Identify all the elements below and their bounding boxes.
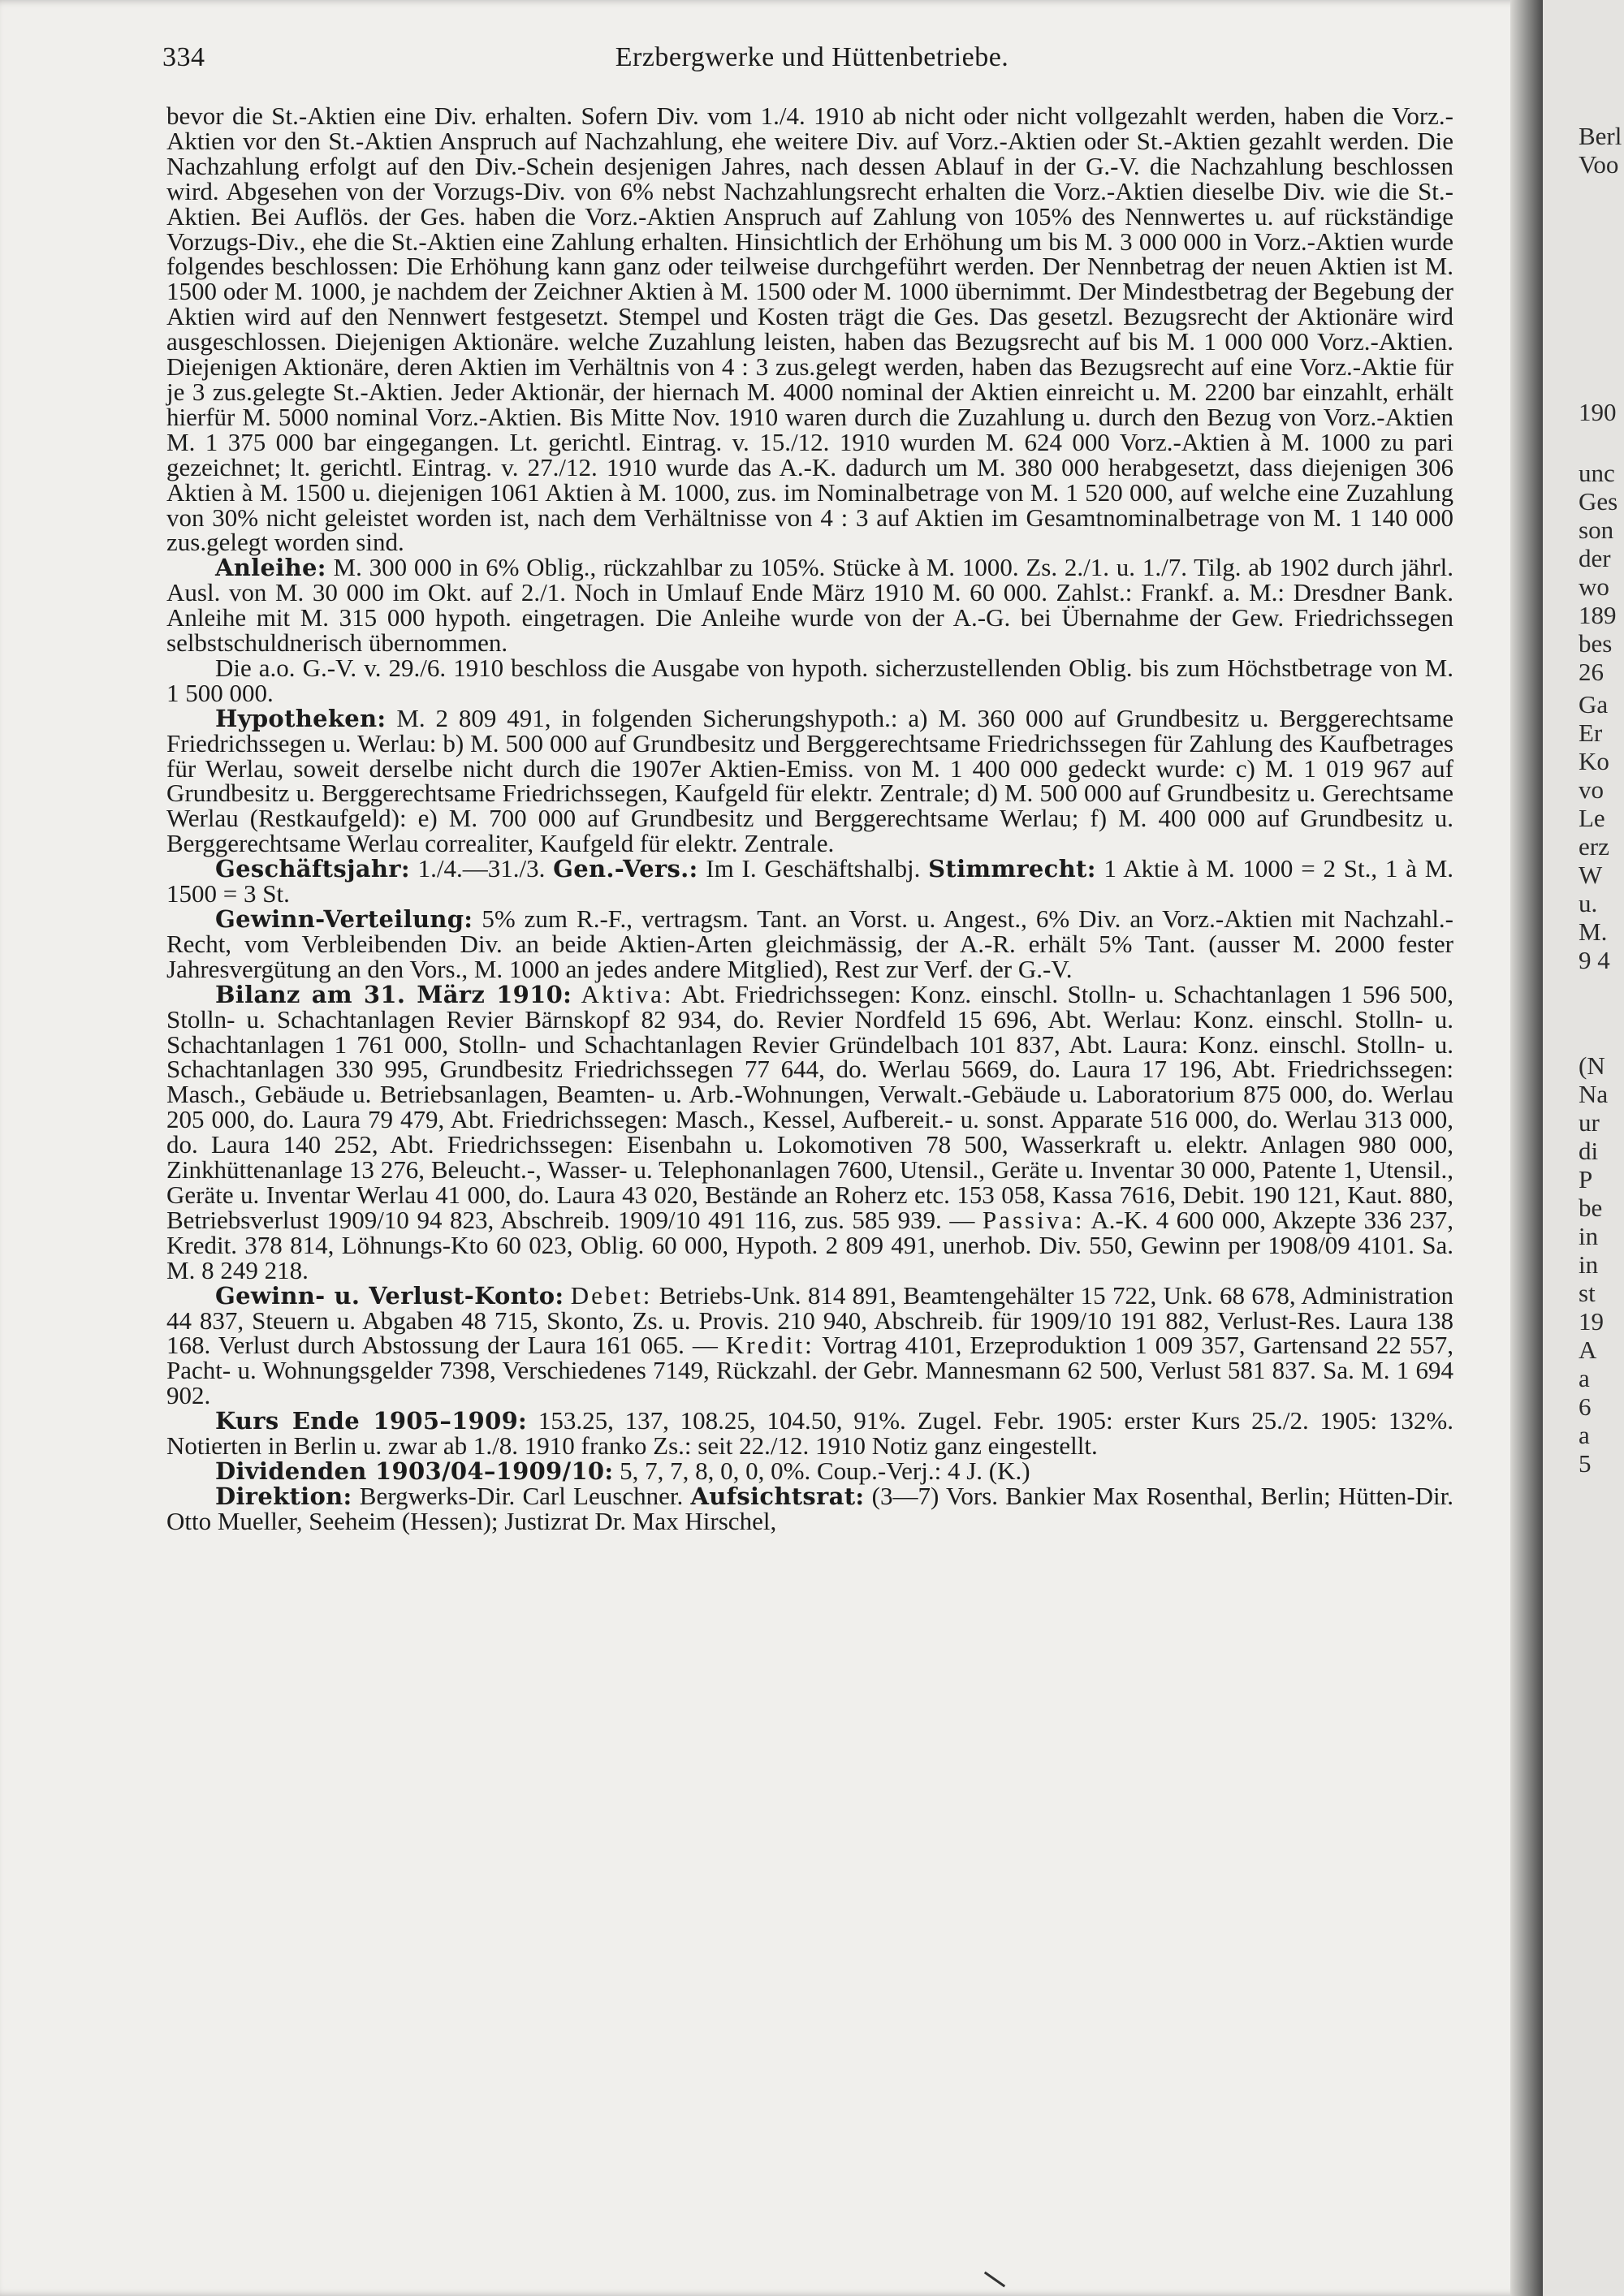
adjacent-page-fragment: be xyxy=(1579,1193,1603,1222)
adjacent-page-fragment: Berl xyxy=(1579,122,1622,150)
kurs-heading: Kurs Ende 1905–1909: xyxy=(215,1407,528,1435)
adjacent-page-fragment: W xyxy=(1579,861,1603,889)
adjacent-page-fragment: der xyxy=(1579,544,1611,572)
adjacent-page-fragment: erz xyxy=(1579,832,1609,861)
bilanz-passiva-text: A.-K. 4 600 000, Akzepte 336 237, Kredit. 378 814, Löhnungs-Kto 60 023, Oblig. 60 000, Hypoth. 2 809 491, unerhob. Div. 550, Gewinn per 1908/09 4101. Sa. M. 8 249 218. xyxy=(166,1205,1454,1284)
paragraph-gewinn-verlust-konto xyxy=(166,1280,1454,1410)
adjacent-page-fragment: Le xyxy=(1579,804,1605,832)
adjacent-page-fragment: di xyxy=(1579,1137,1599,1165)
gewinn-verteilung-heading: Gewinn-Verteilung: xyxy=(215,905,473,933)
genvers-text: Im I. Geschäftshalbj. xyxy=(706,854,921,883)
hypotheken-heading: Hypotheken: xyxy=(215,704,387,732)
adjacent-page-fragment: Voo xyxy=(1579,150,1619,179)
adjacent-page-fragment: unc xyxy=(1579,459,1615,487)
bilanz-aktiva-text: Abt. Friedrichssegen: Konz. einschl. Stolln- u. Schachtanlagen 1 596 500, Stolln- u. Schachtanlagen Revier Bärnskopf 82 934, do. Revier Nordfeld 15 696, Abt. Werlau: Konz. einschl. Stolln- u. Schachtanlagen 1 761 000, Stolln- und Schachtanlagen Revier Gründelbach 101 837, Abt. Laura: Konz. einschl. Stolln- u. Schachtanlagen 330 995, Grundbesitz Friedrichssegen 77 644, do. Werlau 5669, do. Laura 17 196, Abt. Friedrichssegen: Masch., Gebäude u. Betriebsanlagen, Beamten- u. Arb.-Wohnungen, Verwalt.-Gebäude u. Laboratorium 875 000, do. Werlau 205 000, do. Laura 79 479, Abt. Friedrichssegen: Masch., Kessel, Aufbereit.- u. sonst. Apparate 516 000, do. Werlau 313 000, do. Laura 140 252, Abt. Friedrichssegen: Eisenbahn u. Lokomotiven 78 500, Wasserkraft u. elektr. Anlagen 980 000, Zinkhüttenanlage 13 276, Beleucht.-, Wasser- u. Telephonanlagen 7600, Utensil., Geräte u. Inventar 30 000, Patente 1, Utensil., Geräte u. Inventar Werlau 41 000, do. Laura 43 020, Bestände an Roherz etc. 153 058, Kassa 7616, Debit. 190 121, Kaut. 880, Betriebsverlust 1909/10 94 823, Abschreib. 1909/10 491 116, zus. 585 939. — xyxy=(166,979,1453,1234)
paragraph-gewinn-verteilung xyxy=(166,904,1454,983)
geschaeftsjahr-heading: Geschäftsjahr: xyxy=(215,855,410,883)
hypotheken-text: M. 2 809 491, in folgenden Sicherungshypoth.: a) M. 360 000 auf Grundbesitz u. Berggerechtsame Friedrichssegen u. Werlau: b) M. 500 000 auf Grundbesitz und Berggerechtsame Friedrichssegen für Zahlung des Kaufbetrages für Werlau, soweit derselbe nicht durch die 1907er Aktien-Emiss. von M. 1 400 000 gedeckt wurde: c) M. 1 019 967 auf Grundbesitz u. Berggerechtsame Friedrichssegen, Kaufgeld für elektr. Zentrale; d) M. 500 000 auf Grundbesitz u. Gerechtsame Werlau (Restkaufgeld): e) M. 700 000 auf Grundbesitz und Berggerechtsame Werlau; f) M. 400 000 auf Grundbesitz u. Berggerechtsame Werlau correaliter, Kaufgeld für elektr. Zentrale. xyxy=(166,703,1453,858)
page-title: Erzbergwerke und Hüttenbetriebe. xyxy=(615,42,1009,72)
anleihe-heading: Anleihe: xyxy=(215,554,326,582)
adjacent-page-fragment: Ga xyxy=(1579,690,1609,719)
bilanz-heading: Bilanz am 31. März 1910: xyxy=(215,980,572,1008)
adjacent-page-fragment: wo xyxy=(1579,572,1609,601)
adjacent-page-fragment: A xyxy=(1579,1336,1597,1364)
adjacent-page-fragment: 26 xyxy=(1579,658,1604,686)
stimmrecht-heading: Stimmrecht: xyxy=(928,855,1096,883)
paragraph-bilanz xyxy=(166,979,1454,1284)
dividenden-text: 5, 7, 7, 8, 0, 0, 0%. Coup.-Verj.: 4 J. (K.) xyxy=(620,1456,1030,1485)
paragraph-direktion xyxy=(166,1481,1454,1535)
paragraph-hypotheken xyxy=(166,703,1453,858)
gewinn-verteilung-text: 5% zum R.-F., vertragsm. Tant. an Vorst. u. Angest., 6% Div. an Vorz.-Aktien mit Nachzahl.-Recht, vom Verbleibenden Div. an beide Aktien-Arten gleichmässig, der A.-R. erhält 5% Tant. (ausser M. 2000 fester Jahresvergütung an den Vors., M. 1000 an jedes andere Mitglied), Rest zur Verf. der G.-V. xyxy=(166,904,1454,983)
paragraph-vorzugsaktien: bevor die St.-Aktien eine Div. erhalten. Sofern Div. vom 1./4. 1910 ab nicht oder nicht vollgezahlt werden, haben die Vorz.-Aktien vor den St.-Aktien Anspruch auf Nachzahlung, ehe weitere Div. auf Vorz.-Aktien oder St.-Aktien gezahlt werden. Die Nachzahlung erfolgt auf den Div.-Schein desjenigen Jahres, nach dessen Ablauf in der G.-V. die Nachzahlung beschlossen wird. Abgesehen von der Vorzugs-Div. von 6% nebst Nachzahlungsrecht erhalten die Vorz.-Aktien dieselbe Div. wie die St.-Aktien. Bei Auflös. der Ges. haben die Vorz.-Aktien Anspruch auf Zahlung von 105% des Nennwertes u. auf rückständige Vorzugs-Div., ehe die St.-Aktien eine Zahlung erhalten. Hinsichtlich der Erhöhung um bis M. 3 000 000 in Vorz.-Aktien wurde folgendes beschlossen: Die Erhöhung kann ganz oder teilweise durchgeführt werden. Der Nennbetrag der neuen Aktien ist M. 1500 oder M. 1000, je nachdem der Zeichner Aktien à M. 1500 oder M. 1000 übernimmt. Der Mindestbetrag der Begebung der Aktien wird auf den Nennwert festgesetzt. Stempel und Kosten trägt die Ges. Das gesetzl. Bezugsrecht der Aktionäre wird ausgeschlossen. Diejenigen Aktionäre. welche Zuzahlung leisten, haben das Bezugsrecht auf bis M. 1 000 000 Vorz.-Aktien. Diejenigen Aktionäre, deren Aktien im Verhältnis von 4 : 3 zus.gelegt werden, haben das Bezugsrecht auf eine Vorz.-Aktie für je 3 zus.gelegte St.-Aktien. Jeder Aktionär, der hiernach M. 4000 nominal der Aktien einreicht u. M. 2200 bar einzahlt, erhält hierfür M. 5000 nominal Vorz.-Aktien. Bis Mitte Nov. 1910 waren durch die Zuzahlung u. durch den Bezug von Vorz.-Aktien M. 1 375 000 bar eingegangen. Lt. gerichtl. Eintrag. v. 15./12. 1910 wurden M. 624 000 Vorz.-Aktien à M. 1000 zu pari gezeichnet; lt. gerichtl. Eintrag. v. 27./12. 1910 wurde das A.-K. dadurch um M. 380 000 herabgesetzt, dass diejenigen 306 Aktien à M. 1500 u. diejenigen 1061 Aktien à M. 1000, zus. im Nominalbetrage von M. 1 520 000, auf welche eine Zuzahlung von 30% nicht geleistet worden ist, nach dem Verhältnisse von 4 : 3 auf Aktien im Gesamtnominalbetrage von M. 1 140 000 zus.gelegt worden sind. xyxy=(166,101,1453,557)
adjacent-page-fragment: (N xyxy=(1579,1051,1605,1080)
genvers-heading: Gen.-Vers.: xyxy=(553,855,698,883)
anleihe-text: M. 300 000 in 6% Oblig., rückzahlbar zu 105%. Stücke à M. 1000. Zs. 2./1. u. 1./7. Tilg. ab 1902 durch jährl. Ausl. von M. 30 000 im Okt. auf 2./1. Noch in Umlauf Ende März 1910 M. 60 000. Zahlst.: Frankf. a. M.: Dresdner Bank. Anleihe mit M. 315 000 hypoth. eingetragen. Die Anleihe wurde von der A.-G. bei Übernahme der Gew. Friedrichssegen selbstschuldnerisch übernommen. xyxy=(166,553,1454,658)
geschaeftsjahr-text: 1./4.—31./3. xyxy=(417,854,546,883)
aufsichtsrat-text: (3—7) Vors. Bankier Max Rosenthal, Berlin; Hütten-Dir. Otto Mueller, Seeheim (Hessen); Justizrat Dr. Max Hirschel, xyxy=(166,1481,1454,1535)
aufsichtsrat-heading: Aufsichtsrat: xyxy=(690,1482,865,1510)
adjacent-page-fragment: a xyxy=(1579,1421,1590,1449)
adjacent-page-fragment: st xyxy=(1579,1279,1596,1307)
dividenden-heading: Dividenden 1903/04–1909/10: xyxy=(215,1457,614,1485)
document-body xyxy=(166,101,1454,1535)
bilanz-passiva-label: Passiva: xyxy=(982,1205,1085,1234)
bilanz-aktiva-label: Aktiva: xyxy=(581,979,674,1008)
adjacent-page-edge xyxy=(1543,0,1624,2296)
adjacent-page-fragment: Ges xyxy=(1579,487,1618,516)
adjacent-page-fragment: u. xyxy=(1579,889,1598,917)
adjacent-page-fragment: in xyxy=(1579,1250,1599,1279)
adjacent-page-fragment: M. xyxy=(1579,917,1608,946)
guv-kredit-text: Vortrag 4101, Erzeproduktion 1 009 357, Gartensand 22 557, Pacht- u. Wohnungsgelder 7398, Verschiedenes 7149, Rückzahl. der Gebr. Mannesmann 62 500, Verlust 581 837. Sa. M. 1 694 902. xyxy=(166,1331,1454,1410)
adjacent-page-fragment: 190 xyxy=(1579,398,1617,426)
adjacent-page-fragment: Er xyxy=(1579,719,1603,747)
adjacent-page-fragment: 19 xyxy=(1579,1307,1604,1336)
stimmrecht-text: 1 Aktie à M. 1000 = 2 St., 1 à M. 1500 = 3 St. xyxy=(166,854,1454,908)
adjacent-page-fragment: 6 xyxy=(1579,1392,1592,1421)
paragraph-kurs xyxy=(166,1406,1453,1461)
adjacent-page-fragment: P xyxy=(1579,1165,1593,1193)
direktion-text: Bergwerks-Dir. Carl Leuschner. xyxy=(359,1481,684,1510)
direktion-heading: Direktion: xyxy=(215,1482,352,1510)
scan-mark xyxy=(984,2272,1005,2288)
page-header xyxy=(162,42,1462,78)
adjacent-page-fragment: ur xyxy=(1579,1108,1600,1137)
paragraph-dividenden xyxy=(166,1456,1453,1485)
page-number: 334 xyxy=(162,42,205,72)
adjacent-page-fragment: Ko xyxy=(1579,747,1609,775)
adjacent-page-fragment: 189 xyxy=(1579,601,1617,629)
paragraph-anleihe xyxy=(166,555,1453,656)
book-gutter xyxy=(1510,0,1543,2296)
guv-debet-label: Debet: xyxy=(570,1280,653,1310)
guv-debet-text: Betriebs-Unk. 814 891, Beamtengehälter 15 722, Unk. 68 678, Administration 44 837, Steuern u. Abgaben 48 715, Skonto, Zs. u. Provis. 210 940, Abschreib. für 1909/10 191 882, Verlust-Res. Laura 138 168. Verlust durch Abstossung der Laura 161 065. — xyxy=(166,1280,1454,1360)
paragraph-geschaeftsjahr xyxy=(166,854,1454,908)
guv-kredit-label: Kredit: xyxy=(725,1331,814,1360)
adjacent-page-fragment: 9 4 xyxy=(1579,946,1610,974)
adjacent-page-fragment: son xyxy=(1579,516,1614,544)
adjacent-page-fragment: vo xyxy=(1579,775,1604,804)
paragraph-ao-gv: Die a.o. G.-V. v. 29./6. 1910 beschloss die Ausgabe von hypoth. sicherzustellenden Oblig. bis zum Höchstbetrage von M. 1 500 000. xyxy=(166,653,1453,707)
adjacent-page-fragment: 5 xyxy=(1579,1449,1592,1478)
adjacent-page-fragment: in xyxy=(1579,1222,1599,1250)
kurs-text: 153.25, 137, 108.25, 104.50, 91%. Zugel. Febr. 1905: erster Kurs 25./2. 1905: 132%. Notierten in Berlin u. zwar ab 1./8. 1910 franko Zs.: seit 22./12. 1910 Notiz ganz eingestellt. xyxy=(166,1406,1453,1461)
adjacent-page-fragment: Na xyxy=(1579,1080,1609,1108)
adjacent-page-fragment: a xyxy=(1579,1364,1590,1392)
guv-heading: Gewinn- u. Verlust-Konto: xyxy=(215,1281,564,1310)
adjacent-page-fragment: bes xyxy=(1579,629,1613,658)
